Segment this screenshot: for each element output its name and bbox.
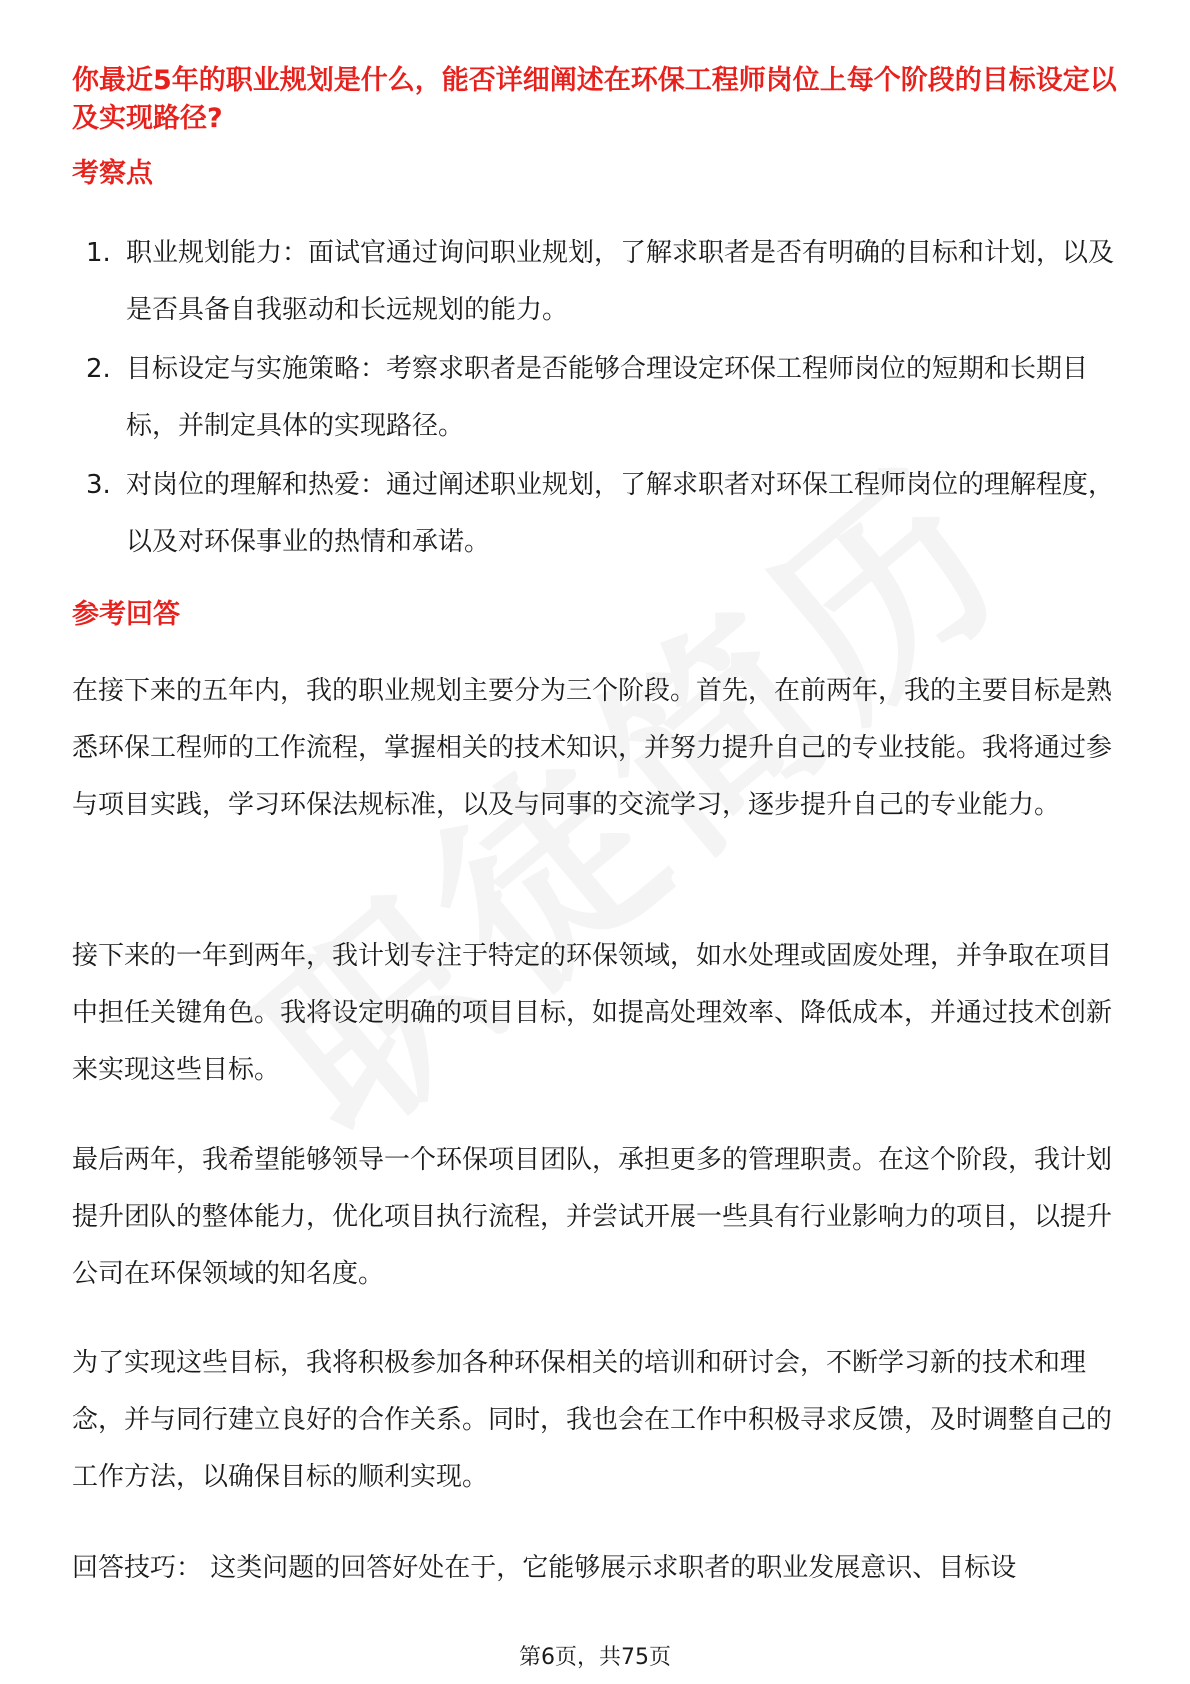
answer-paragraph: 为了实现这些目标，我将积极参加各种环保相关的培训和研讨会，不断学习新的技术和理念，并与同行建立良好的合作关系。同时，我也会在工作中积极寻求反馈，及时调整自己的工作方法，以确保目标的顺利实现。 <box>72 1348 1113 1492</box>
list-item-text: 目标设定与实施策略：考察求职者是否能够合理设定环保工程师岗位的短期和长期目标，并制定具体的实现路径。 <box>126 354 1089 441</box>
page-number: 第6页，共75页 <box>519 1645 671 1670</box>
points-list <box>72 225 1122 573</box>
list-item-text: 对岗位的理解和热爱：通过阐述职业规划，了解求职者对环保工程师岗位的理解程度，以及对环保事业的热情和承诺。 <box>126 470 1115 557</box>
list-item <box>72 225 1122 339</box>
answer-paragraph: 接下来的一年到两年，我计划专注于特定的环保领域，如水处理或固废处理，并争取在项目中担任关键角色。我将设定明确的项目目标，如提高处理效率、降低成本，并通过技术创新来实现这些目标。 <box>72 941 1113 1085</box>
section-heading-points: 考察点 <box>72 158 153 189</box>
section-heading-answer: 参考回答 <box>72 599 180 630</box>
list-item-number: 1. <box>86 238 111 268</box>
list-item <box>72 457 1122 571</box>
interview-question: 你最近5年的职业规划是什么，能否详细阐述在环保工程师岗位上每个阶段的目标设定以及实现路径? <box>72 65 1117 134</box>
list-item <box>72 341 1122 455</box>
list-item-number: 3. <box>86 470 111 500</box>
answer-paragraph: 最后两年，我希望能够领导一个环保项目团队，承担更多的管理职责。在这个阶段，我计划提升团队的整体能力，优化项目执行流程，并尝试开展一些具有行业影响力的项目，以提升公司在环保领域的知名度。 <box>72 1145 1113 1289</box>
answer-paragraph: 在接下来的五年内，我的职业规划主要分为三个阶段。首先，在前两年，我的主要目标是熟悉环保工程师的工作流程，掌握相关的技术知识，并努力提升自己的专业技能。我将通过参与项目实践，学习环保法规标准，以及与同事的交流学习，逐步提升自己的专业能力。 <box>72 676 1113 820</box>
list-item-text: 职业规划能力：面试官通过询问职业规划，了解求职者是否有明确的目标和计划，以及是否具备自我驱动和长远规划的能力。 <box>126 238 1115 325</box>
list-item-number: 2. <box>86 354 111 384</box>
answer-tips-paragraph: 回答技巧： 这类问题的回答好处在于，它能够展示求职者的职业发展意识、目标设 <box>72 1553 1017 1583</box>
